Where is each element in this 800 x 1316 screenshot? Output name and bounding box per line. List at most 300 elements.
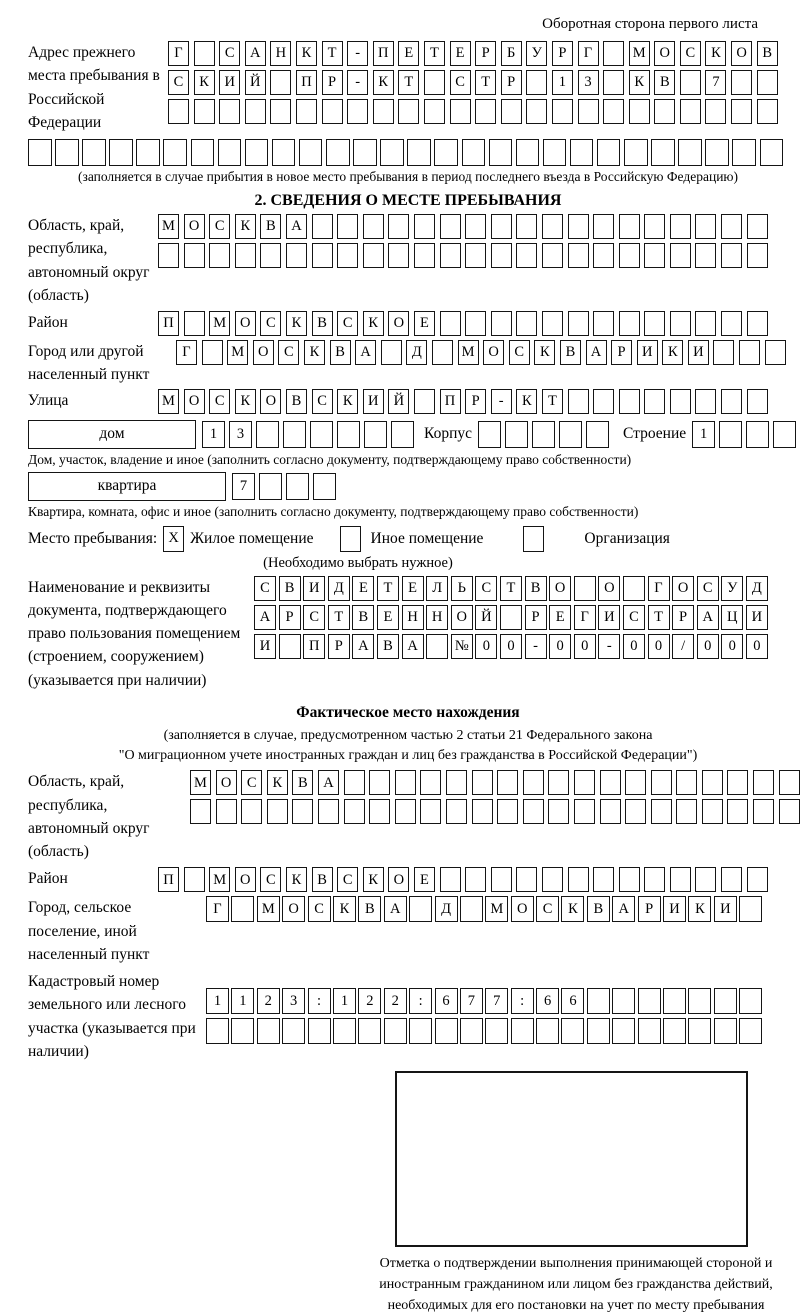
- char-cell: [574, 576, 596, 601]
- char-cell: [491, 243, 512, 268]
- char-cell: Т: [500, 576, 522, 601]
- char-cell: [603, 99, 624, 124]
- char-cell: [28, 139, 52, 166]
- char-cell: [485, 1018, 508, 1044]
- char-cell: [312, 214, 333, 239]
- char-cell: Г: [176, 340, 197, 365]
- char-cell: [695, 311, 716, 336]
- char-cell: С: [209, 214, 230, 239]
- char-cell: [184, 867, 205, 892]
- char-cell: С: [209, 389, 230, 414]
- char-cell: П: [296, 70, 317, 95]
- char-cell: [638, 1018, 661, 1044]
- char-cell: [676, 799, 697, 824]
- char-cell: Е: [549, 605, 571, 630]
- char-cell: [465, 867, 486, 892]
- char-cell: [440, 311, 461, 336]
- char-cell: [82, 139, 106, 166]
- prev-address-overflow-row: [28, 139, 788, 166]
- char-cell: Д: [328, 576, 350, 601]
- char-cell: [347, 99, 368, 124]
- char-cell: [414, 389, 435, 414]
- char-cell: [420, 799, 441, 824]
- char-cell: [462, 139, 486, 166]
- char-cell: 1: [206, 988, 229, 1014]
- char-cell: [270, 99, 291, 124]
- fact-title: Фактическое место нахождения: [296, 703, 520, 721]
- char-cell: [623, 576, 645, 601]
- char-cell: [593, 243, 614, 268]
- char-cell: [353, 139, 377, 166]
- prev-address-label: Адрес прежнего места пребывания в Российской Федерации: [28, 44, 160, 131]
- char-cell: О: [253, 340, 274, 365]
- document-row-1: [254, 576, 768, 601]
- char-cell: В: [279, 576, 301, 601]
- char-cell: [270, 70, 291, 95]
- char-cell: [409, 896, 432, 922]
- char-cell: [380, 139, 404, 166]
- char-cell: [747, 389, 768, 414]
- char-cell: [721, 311, 742, 336]
- char-cell: [373, 99, 394, 124]
- char-cell: [597, 139, 621, 166]
- char-cell: 0: [648, 634, 670, 659]
- kvartira-type-box: квартира: [28, 472, 226, 501]
- char-cell: [644, 214, 665, 239]
- char-cell: [272, 139, 296, 166]
- char-cell: [516, 214, 537, 239]
- char-cell: В: [654, 70, 675, 95]
- char-cell: [424, 99, 445, 124]
- char-cell: А: [402, 634, 424, 659]
- char-cell: [491, 214, 512, 239]
- char-cell: Р: [501, 70, 522, 95]
- char-cell: Р: [475, 41, 496, 66]
- char-cell: 7: [232, 473, 255, 500]
- ulitsa-label: Улица: [28, 391, 69, 409]
- char-cell: С: [697, 576, 719, 601]
- checkbox-zhiloe: X: [163, 526, 184, 552]
- char-cell: С: [241, 770, 262, 795]
- document-label: Наименование и реквизиты документа, подтверждающего право пользования помещением (строением, сооружением) (указывается при наличии): [28, 578, 241, 689]
- char-cell: [241, 799, 262, 824]
- rayon-label: Район: [28, 314, 68, 331]
- char-cell: О: [388, 311, 409, 336]
- char-cell: [568, 311, 589, 336]
- fact-caption-line1: (заполняется в случае, предусмотренном частью 2 статьи 21 Федерального закона: [163, 727, 653, 743]
- char-cell: [542, 214, 563, 239]
- korpus-row: [478, 421, 609, 448]
- char-cell: С: [337, 311, 358, 336]
- char-cell: С: [450, 70, 471, 95]
- char-cell: [644, 243, 665, 268]
- char-cell: Е: [398, 41, 419, 66]
- char-cell: Й: [388, 389, 409, 414]
- char-cell: 7: [705, 70, 726, 95]
- char-cell: [472, 770, 493, 795]
- char-cell: [619, 243, 640, 268]
- char-cell: [746, 421, 769, 448]
- char-cell: 3: [578, 70, 599, 95]
- char-cell: Р: [552, 41, 573, 66]
- char-cell: [420, 770, 441, 795]
- char-cell: О: [598, 576, 620, 601]
- char-cell: [369, 799, 390, 824]
- char-cell: [194, 99, 215, 124]
- char-cell: К: [363, 867, 384, 892]
- char-cell: [574, 770, 595, 795]
- char-cell: [705, 99, 726, 124]
- char-cell: [296, 99, 317, 124]
- char-cell: [333, 1018, 356, 1044]
- char-cell: И: [637, 340, 658, 365]
- char-cell: [680, 70, 701, 95]
- char-cell: 0: [746, 634, 768, 659]
- char-cell: Ь: [451, 576, 473, 601]
- char-cell: О: [731, 41, 752, 66]
- char-cell: Е: [414, 867, 435, 892]
- char-cell: К: [333, 896, 356, 922]
- char-cell: И: [363, 389, 384, 414]
- char-cell: [245, 99, 266, 124]
- char-cell: [450, 99, 471, 124]
- char-cell: -: [598, 634, 620, 659]
- char-cell: Й: [475, 605, 497, 630]
- char-cell: [695, 243, 716, 268]
- char-cell: Т: [377, 576, 399, 601]
- char-cell: [747, 243, 768, 268]
- oblast-row-2: [158, 243, 768, 268]
- char-cell: [337, 214, 358, 239]
- char-cell: В: [377, 634, 399, 659]
- char-cell: №: [451, 634, 473, 659]
- char-cell: А: [697, 605, 719, 630]
- char-cell: [644, 389, 665, 414]
- char-cell: В: [352, 605, 374, 630]
- char-cell: [206, 1018, 229, 1044]
- char-cell: [395, 770, 416, 795]
- char-cell: [670, 311, 691, 336]
- prev-address-block: [28, 41, 788, 134]
- char-cell: [318, 799, 339, 824]
- char-cell: [638, 988, 661, 1014]
- char-cell: И: [303, 576, 325, 601]
- char-cell: [322, 99, 343, 124]
- char-cell: П: [373, 41, 394, 66]
- char-cell: С: [260, 867, 281, 892]
- char-cell: Р: [465, 389, 486, 414]
- korpus-label: Корпус: [424, 425, 472, 442]
- char-cell: [619, 389, 640, 414]
- char-cell: [625, 799, 646, 824]
- char-cell: [190, 799, 211, 824]
- char-cell: О: [235, 311, 256, 336]
- char-cell: [721, 243, 742, 268]
- char-cell: -: [347, 70, 368, 95]
- char-cell: [526, 70, 547, 95]
- option-zhiloe-label: Жилое помещение: [190, 529, 314, 547]
- char-cell: [678, 139, 702, 166]
- char-cell: [612, 1018, 635, 1044]
- oblast-label: Область, край, республика, автономный округ (область): [28, 217, 150, 304]
- char-cell: Н: [426, 605, 448, 630]
- char-cell: [505, 421, 528, 448]
- char-cell: Г: [574, 605, 596, 630]
- char-cell: [364, 421, 387, 448]
- char-cell: Р: [279, 605, 301, 630]
- char-cell: 1: [692, 421, 715, 448]
- char-cell: [279, 634, 301, 659]
- char-cell: [603, 41, 624, 66]
- char-cell: М: [209, 867, 230, 892]
- char-cell: [773, 421, 796, 448]
- char-cell: [231, 1018, 254, 1044]
- char-cell: [489, 139, 513, 166]
- gorod-block: [28, 340, 788, 387]
- char-cell: К: [688, 896, 711, 922]
- char-cell: [739, 988, 762, 1014]
- char-cell: -: [525, 634, 547, 659]
- char-cell: [516, 311, 537, 336]
- kvartira-block: [28, 472, 788, 501]
- char-cell: [337, 243, 358, 268]
- char-cell: С: [168, 70, 189, 95]
- char-cell: [629, 99, 650, 124]
- gorod-row: [176, 340, 786, 365]
- fact-oblast-label: Область, край, республика, автономный округ (область): [28, 773, 150, 861]
- char-cell: 0: [500, 634, 522, 659]
- char-cell: [312, 243, 333, 268]
- stroenie-row: [692, 421, 796, 448]
- char-cell: К: [235, 389, 256, 414]
- section-2-title: 2. СВЕДЕНИЯ О МЕСТЕ ПРЕБЫВАНИЯ: [254, 192, 562, 209]
- char-cell: [779, 770, 800, 795]
- fact-oblast-block: [28, 770, 788, 863]
- char-cell: [256, 421, 279, 448]
- char-cell: [603, 70, 624, 95]
- char-cell: [727, 799, 748, 824]
- char-cell: [163, 139, 187, 166]
- char-cell: К: [304, 340, 325, 365]
- char-cell: К: [629, 70, 650, 95]
- char-cell: 1: [202, 421, 225, 448]
- char-cell: М: [458, 340, 479, 365]
- char-cell: [231, 896, 254, 922]
- char-cell: [600, 799, 621, 824]
- char-cell: [299, 139, 323, 166]
- char-cell: [344, 799, 365, 824]
- char-cell: Н: [270, 41, 291, 66]
- char-cell: [426, 634, 448, 659]
- mesto-label: Место пребывания:: [28, 529, 158, 547]
- char-cell: Р: [638, 896, 661, 922]
- char-cell: Т: [424, 41, 445, 66]
- fact-gorod-label: Город, сельское поселение, иной населенный пункт: [28, 899, 150, 963]
- char-cell: [747, 311, 768, 336]
- char-cell: [651, 770, 672, 795]
- char-cell: [536, 1018, 559, 1044]
- char-cell: [259, 473, 282, 500]
- char-cell: [472, 799, 493, 824]
- char-cell: [542, 243, 563, 268]
- char-cell: К: [194, 70, 215, 95]
- char-cell: [388, 214, 409, 239]
- char-cell: [414, 214, 435, 239]
- char-cell: 2: [257, 988, 280, 1014]
- stamp-area: [395, 1071, 748, 1247]
- char-cell: [714, 988, 737, 1014]
- char-cell: [432, 340, 453, 365]
- char-cell: [779, 799, 800, 824]
- char-cell: Т: [398, 70, 419, 95]
- char-cell: [739, 1018, 762, 1044]
- char-cell: [619, 311, 640, 336]
- char-cell: С: [623, 605, 645, 630]
- char-cell: Т: [475, 70, 496, 95]
- char-cell: С: [337, 867, 358, 892]
- char-cell: [644, 867, 665, 892]
- dom-type-box: дом: [28, 420, 196, 449]
- char-cell: В: [757, 41, 778, 66]
- char-cell: [765, 340, 786, 365]
- kadastr-label: Кадастровый номер земельного или лесного участка (указывается при наличии): [28, 973, 196, 1060]
- char-cell: [260, 243, 281, 268]
- char-cell: [308, 1018, 331, 1044]
- char-cell: Г: [648, 576, 670, 601]
- char-cell: Р: [328, 634, 350, 659]
- char-cell: [593, 311, 614, 336]
- char-cell: Т: [648, 605, 670, 630]
- char-cell: Р: [322, 70, 343, 95]
- char-cell: [561, 1018, 584, 1044]
- char-cell: [670, 867, 691, 892]
- char-cell: О: [235, 867, 256, 892]
- char-cell: [358, 1018, 381, 1044]
- char-cell: 1: [552, 70, 573, 95]
- fact-caption-line2: "О миграционном учете иностранных граждан и лиц без гражданства в Российской Федерации"): [118, 748, 698, 764]
- char-cell: М: [485, 896, 508, 922]
- char-cell: В: [312, 311, 333, 336]
- char-cell: [478, 421, 501, 448]
- char-cell: 2: [358, 988, 381, 1014]
- document-block: [28, 576, 788, 692]
- char-cell: 7: [485, 988, 508, 1014]
- char-cell: [568, 243, 589, 268]
- char-cell: :: [409, 988, 432, 1014]
- char-cell: О: [184, 214, 205, 239]
- char-cell: [235, 243, 256, 268]
- char-cell: В: [312, 867, 333, 892]
- char-cell: Д: [746, 576, 768, 601]
- fact-oblast-grid: [190, 770, 800, 824]
- ulitsa-row: [158, 389, 768, 414]
- char-cell: К: [705, 41, 726, 66]
- char-cell: 0: [475, 634, 497, 659]
- char-cell: 6: [536, 988, 559, 1014]
- char-cell: [500, 605, 522, 630]
- char-cell: К: [286, 867, 307, 892]
- char-cell: [414, 243, 435, 268]
- char-cell: О: [184, 389, 205, 414]
- char-cell: И: [663, 896, 686, 922]
- char-cell: [184, 311, 205, 336]
- char-cell: С: [303, 605, 325, 630]
- char-cell: [398, 99, 419, 124]
- char-cell: С: [475, 576, 497, 601]
- char-cell: [395, 799, 416, 824]
- char-cell: М: [629, 41, 650, 66]
- char-cell: [663, 988, 686, 1014]
- char-cell: [600, 770, 621, 795]
- char-cell: С: [260, 311, 281, 336]
- char-cell: [542, 867, 563, 892]
- char-cell: [732, 139, 756, 166]
- char-cell: С: [680, 41, 701, 66]
- char-cell: Ц: [721, 605, 743, 630]
- char-cell: [516, 867, 537, 892]
- char-cell: [593, 389, 614, 414]
- char-cell: [612, 988, 635, 1014]
- kadastr-grid: [206, 988, 762, 1044]
- char-cell: [757, 99, 778, 124]
- char-cell: Н: [402, 605, 424, 630]
- char-cell: С: [308, 896, 331, 922]
- char-cell: [663, 1018, 686, 1044]
- char-cell: [552, 99, 573, 124]
- char-cell: [593, 214, 614, 239]
- char-cell: С: [254, 576, 276, 601]
- char-cell: О: [672, 576, 694, 601]
- char-cell: [460, 1018, 483, 1044]
- char-cell: [523, 770, 544, 795]
- char-cell: Т: [322, 41, 343, 66]
- char-cell: О: [483, 340, 504, 365]
- char-cell: [721, 867, 742, 892]
- checkbox-inoe: [340, 526, 361, 552]
- char-cell: [695, 389, 716, 414]
- kadastr-row-1: [206, 988, 762, 1014]
- char-cell: В: [292, 770, 313, 795]
- char-cell: С: [312, 389, 333, 414]
- ulitsa-block: [28, 389, 788, 414]
- char-cell: О: [216, 770, 237, 795]
- char-cell: А: [254, 605, 276, 630]
- char-cell: О: [549, 576, 571, 601]
- char-cell: И: [254, 634, 276, 659]
- form-page: [0, 16, 800, 1314]
- char-cell: [587, 988, 610, 1014]
- char-cell: К: [267, 770, 288, 795]
- char-cell: О: [451, 605, 473, 630]
- char-cell: 1: [333, 988, 356, 1014]
- char-cell: [739, 340, 760, 365]
- char-cell: [292, 799, 313, 824]
- char-cell: [391, 421, 414, 448]
- char-cell: [440, 867, 461, 892]
- char-cell: 0: [697, 634, 719, 659]
- dom-number-row: [202, 421, 414, 448]
- char-cell: [460, 896, 483, 922]
- char-cell: А: [355, 340, 376, 365]
- char-cell: 1: [231, 988, 254, 1014]
- char-cell: П: [440, 389, 461, 414]
- char-cell: [286, 473, 309, 500]
- char-cell: [440, 243, 461, 268]
- char-cell: А: [245, 41, 266, 66]
- char-cell: К: [363, 311, 384, 336]
- char-cell: [516, 243, 537, 268]
- mesto-note: (Необходимо выбрать нужное): [263, 554, 453, 571]
